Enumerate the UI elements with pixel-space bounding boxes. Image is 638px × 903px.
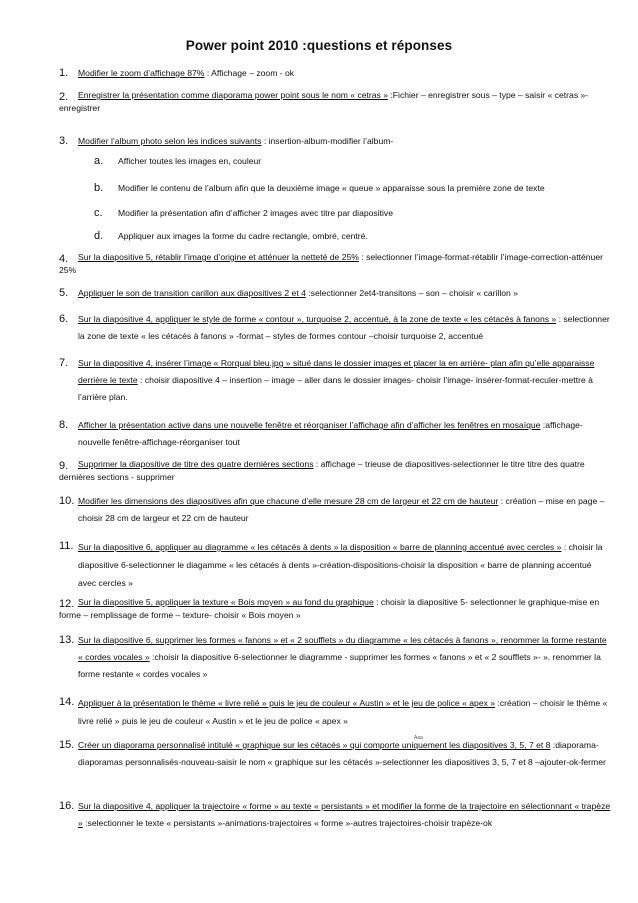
- sub-letter: d.: [94, 230, 104, 242]
- question-item: [78, 355, 612, 406]
- answer-text: : selectionner la zone de texte « les cétacés à fanons » -format – styles de formes contour –choisir turquoise 2, accentué: [78, 314, 610, 341]
- item-number: 4.: [59, 253, 69, 265]
- item-number: 5.: [59, 287, 69, 299]
- question-text: Supprimer la diapositive de titre des quatre dernières sections: [78, 459, 314, 469]
- answer-text: : choisir la diapositive 6-selectionner le diagamme « les cétacés à dents »-création-dispositions-choisir la disposition « barre de planning accentué avec cercles »: [78, 542, 603, 588]
- question-text: Modifier l’album photo selon les indices suivants: [78, 136, 262, 146]
- item-number: 13.: [59, 634, 75, 646]
- question-text: Afficher la présentation active dans une nouvelle fenêtre et réorganiser l’affichage afin d’afficher les fenêtres en mosaïque: [78, 420, 541, 430]
- item-number: 15.: [59, 739, 75, 751]
- item-number: 10.: [59, 495, 75, 507]
- answer-text: :affichage-nouvelle fenêtre-affichage-réorganiser tout: [78, 420, 583, 447]
- answer-text: :diaporama-diaporamas personnalisés-nouveau-saisir le nom « graphique sur les cétacés »-selectionner les diapositives 3, 5, 7 et 8 –ajouter-ok-fermer: [78, 740, 606, 767]
- question-item: [78, 798, 612, 832]
- question-text: Sur la diapositive 5, rétablir l’image d’origine et atténuer la netteté de 25%: [78, 252, 359, 262]
- question-item: [78, 65, 612, 81]
- answer-text: :choisir la diapositive 6-selectionner le diagramme - supprimer les formes « fanons » et « 2 soufflets »- ». renommer la forme restante « cordes vocales »: [78, 652, 601, 679]
- answer-text: :selectionner le texte « persistants »-animations-trajectoires « forme »-autres trajectoires-choisir trapèze-ok: [82, 818, 493, 828]
- question-item: [59, 458, 612, 484]
- item-number: 12.: [59, 598, 75, 610]
- sub-letter: b.: [94, 182, 104, 194]
- question-text: Modifier les dimensions des diapositives afin que chacune d’elle mesure 28 cm de largeur et 22 cm de hauteur: [78, 496, 499, 506]
- sub-letter: a.: [94, 155, 104, 167]
- page-title: Power point 2010 :questions et réponses: [185, 38, 453, 53]
- question-item: [78, 538, 612, 592]
- question-item: [78, 632, 612, 683]
- answer-text: : affichage – trieuse de diapositives-selectionner le titre titre des quatre dernières sections - supprimer: [59, 459, 585, 482]
- item-number: 9.: [59, 460, 69, 472]
- answer-text: : choisir diapositive 4 – insertion – image – aller dans le dossier images- choisir l’image- insérer-format-reculer-mettre à l’arrière plan.: [78, 375, 593, 402]
- question-item: [59, 596, 612, 622]
- answer-text: : insertion-album-modifier l’album-: [261, 136, 394, 146]
- question-item: [78, 493, 612, 527]
- annotation-mark: Aaa: [414, 735, 423, 741]
- question-text: Appliquer le son de transition carillon aux diapositives 2 et 4: [78, 288, 306, 298]
- question-text: Créer un diaporama personnalisé intitulé « graphique sur les cétacés » qui comporte uniquement les diapositives 3, 5, 7 et 8: [78, 740, 551, 750]
- item-number: 7.: [59, 357, 69, 369]
- question-text: Sur la diapositive 4, appliquer le style de forme « contour », turquoise 2, accentué, à la zone de texte « les cétacés à fanons »: [78, 314, 557, 324]
- item-number: 1.: [59, 67, 69, 79]
- item-number: 3.: [59, 135, 69, 147]
- question-item: [78, 737, 612, 771]
- sub-text: Modifier le contenu de l’album afin que la deuxième image « queue » apparaisse sous la première zone de texte: [118, 183, 545, 193]
- question-item: [78, 133, 612, 149]
- answer-text: : selectionner l’image-format-rétablir l’image-correction-atténuer 25%: [59, 252, 603, 275]
- question-text: Appliquer à la présentation le thème « livre relié » puis le jeu de couleur « Austin » et le jeu de police « apex »: [78, 698, 496, 708]
- item-number: 6.: [59, 313, 69, 325]
- sub-text: Appliquer aux images la forme du cadre rectangle, ombré, centré.: [118, 231, 368, 241]
- answer-text: :Fichier – enregistrer sous – type – saisir « cetras »- enregistrer: [59, 90, 589, 113]
- item-number: 8.: [59, 419, 69, 431]
- question-text: Sur la diapositive 5, appliquer la texture « Bois moyen » au fond du graphique: [78, 597, 374, 607]
- item-number: 14.: [59, 696, 75, 708]
- item-number: 11.: [59, 540, 74, 552]
- question-text: Enregistrer la présentation comme diaporama power point sous le nom « cetras »: [78, 90, 389, 100]
- item-number: 2.: [59, 91, 69, 103]
- question-item: [59, 251, 612, 277]
- sub-letter: c.: [94, 207, 103, 219]
- answer-text: : choisir la diapositive 5- selectionner le graphique-mise en forme – remplissage de forme – texture- choisir « Bois moyen »: [59, 597, 600, 620]
- question-text: Sur la diapositive 4, insérer l’image « Rorqual bleu.jpg » situé dans le dossier images et placer la en arrière- plan afin qu’elle apparaisse derrière le texte: [78, 358, 595, 385]
- question-item: [78, 311, 612, 345]
- question-text: Sur la diapositive 6, appliquer au diagramme « les cétacés à dents » la disposition « barre de planning accentué avec cercles »: [78, 542, 562, 552]
- question-item: [59, 89, 612, 115]
- answer-text: :selectionner 2et4-transitons – son – choisir « carillon »: [305, 288, 518, 298]
- answer-text: : Affichage – zoom - ok: [204, 68, 295, 78]
- question-text: Modifier le zoom d’affichage 87%: [78, 68, 205, 78]
- item-number: 16.: [59, 800, 75, 812]
- answer-text: : création – mise en page –choisir 28 cm de largeur et 22 cm de hauteur: [78, 496, 605, 523]
- question-text: Sur la diapositive 4, appliquer la trajectoire « forme » au texte « persistants » et modifier la forme de la trajectoire en sélectionnant « trapèze »: [78, 801, 611, 828]
- question-item: [78, 417, 612, 451]
- question-item: [78, 694, 612, 730]
- question-text: Sur la diapositive 6, supprimer les formes « fanons » et « 2 soufflets » du diagramme « les cétacés à fanons », renommer la forme restante « cordes vocales »: [78, 635, 607, 662]
- answer-text: :création – choisir le thème « livre relié » puis le jeu de couleur « Austin » et le jeu de police « apex »: [78, 698, 608, 726]
- sub-text: Modifier la présentation afin d’afficher 2 images avec titre par diapositive: [118, 208, 393, 218]
- question-item: [78, 285, 612, 301]
- sub-text: Afficher toutes les images en, couleur: [118, 156, 262, 166]
